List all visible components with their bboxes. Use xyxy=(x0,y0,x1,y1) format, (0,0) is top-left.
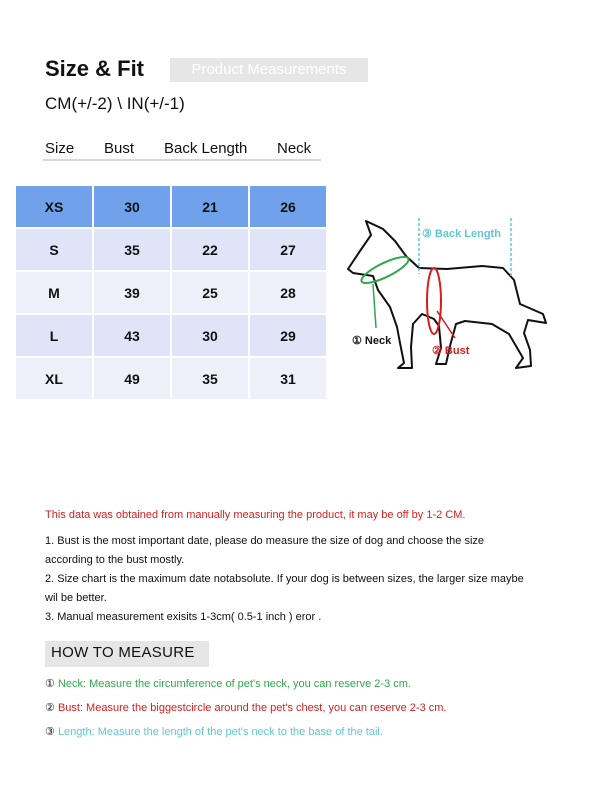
how-to-measure-title: HOW TO MEASURE xyxy=(51,644,195,661)
table-cell: 25 xyxy=(172,272,248,313)
table-cell: 30 xyxy=(172,315,248,356)
step-number: ② xyxy=(45,702,55,714)
table-cell: 28 xyxy=(250,272,326,313)
size-table xyxy=(14,184,328,401)
note-item: 3. Manual measurement exisits 1-3cm( 0.5-1 inch ) eror . xyxy=(45,611,322,623)
table-cell: 22 xyxy=(172,229,248,270)
accuracy-notice: This data was obtained from manually measuring the product, it may be off by 1-2 CM. xyxy=(45,509,466,521)
table-cell: 39 xyxy=(94,272,170,313)
table-cell: 35 xyxy=(94,229,170,270)
table-cell: 31 xyxy=(250,358,326,399)
measure-step-neck xyxy=(45,677,411,690)
notes-list xyxy=(45,532,525,627)
product-measurements-badge: Product Measurements xyxy=(170,58,368,82)
measure-step-length xyxy=(45,725,383,738)
units-label: CM(+/-2) \ IN(+/-1) xyxy=(45,94,185,113)
table-cell: XL xyxy=(16,358,92,399)
column-header-bust: Bust xyxy=(104,140,135,157)
table-row xyxy=(16,229,326,270)
step-text: Neck: Measure the circumference of pet's neck, you can reserve 2-3 cm. xyxy=(57,678,411,690)
table-cell: 21 xyxy=(172,186,248,227)
step-text: Length: Measure the length of the pet's neck to the base of the tail. xyxy=(57,726,383,738)
table-row xyxy=(16,358,326,399)
step-number: ③ xyxy=(45,726,55,738)
table-cell: S xyxy=(16,229,92,270)
table-cell: 30 xyxy=(94,186,170,227)
table-cell: 35 xyxy=(172,358,248,399)
column-header-neck: Neck xyxy=(277,140,312,157)
table-row xyxy=(16,315,326,356)
step-number: ① xyxy=(45,678,55,690)
note-item: 1. Bust is the most important date, please do measure the size of dog and choose the size according to the bust mostly. xyxy=(45,535,485,566)
table-row xyxy=(16,272,326,313)
column-header-back-length: Back Length xyxy=(164,140,248,157)
table-cell: 26 xyxy=(250,186,326,227)
neck-marker xyxy=(352,252,411,347)
page-title: Size & Fit xyxy=(45,56,145,81)
note-item: 2. Size chart is the maximum date notabsolute. If your dog is between sizes, the larger size maybe wil be better. xyxy=(45,573,524,604)
step-text: Bust: Measure the biggestcircle around the pet's chest, you can reserve 2-3 cm. xyxy=(57,702,447,714)
table-cell: 49 xyxy=(94,358,170,399)
table-cell: 27 xyxy=(250,229,326,270)
neck-label: ① Neck xyxy=(352,335,392,347)
table-cell: 29 xyxy=(250,315,326,356)
dog-measurement-diagram xyxy=(340,210,560,380)
table-row xyxy=(16,186,326,227)
bust-label: ② Bust xyxy=(432,345,470,357)
measure-step-bust xyxy=(45,701,446,714)
table-cell: L xyxy=(16,315,92,356)
table-cell: 43 xyxy=(94,315,170,356)
back-length-label: ③ Back Length xyxy=(422,228,501,240)
column-header-size: Size xyxy=(45,140,75,157)
table-cell: M xyxy=(16,272,92,313)
header-divider xyxy=(43,159,321,161)
bust-marker xyxy=(427,268,470,357)
table-cell: XS xyxy=(16,186,92,227)
